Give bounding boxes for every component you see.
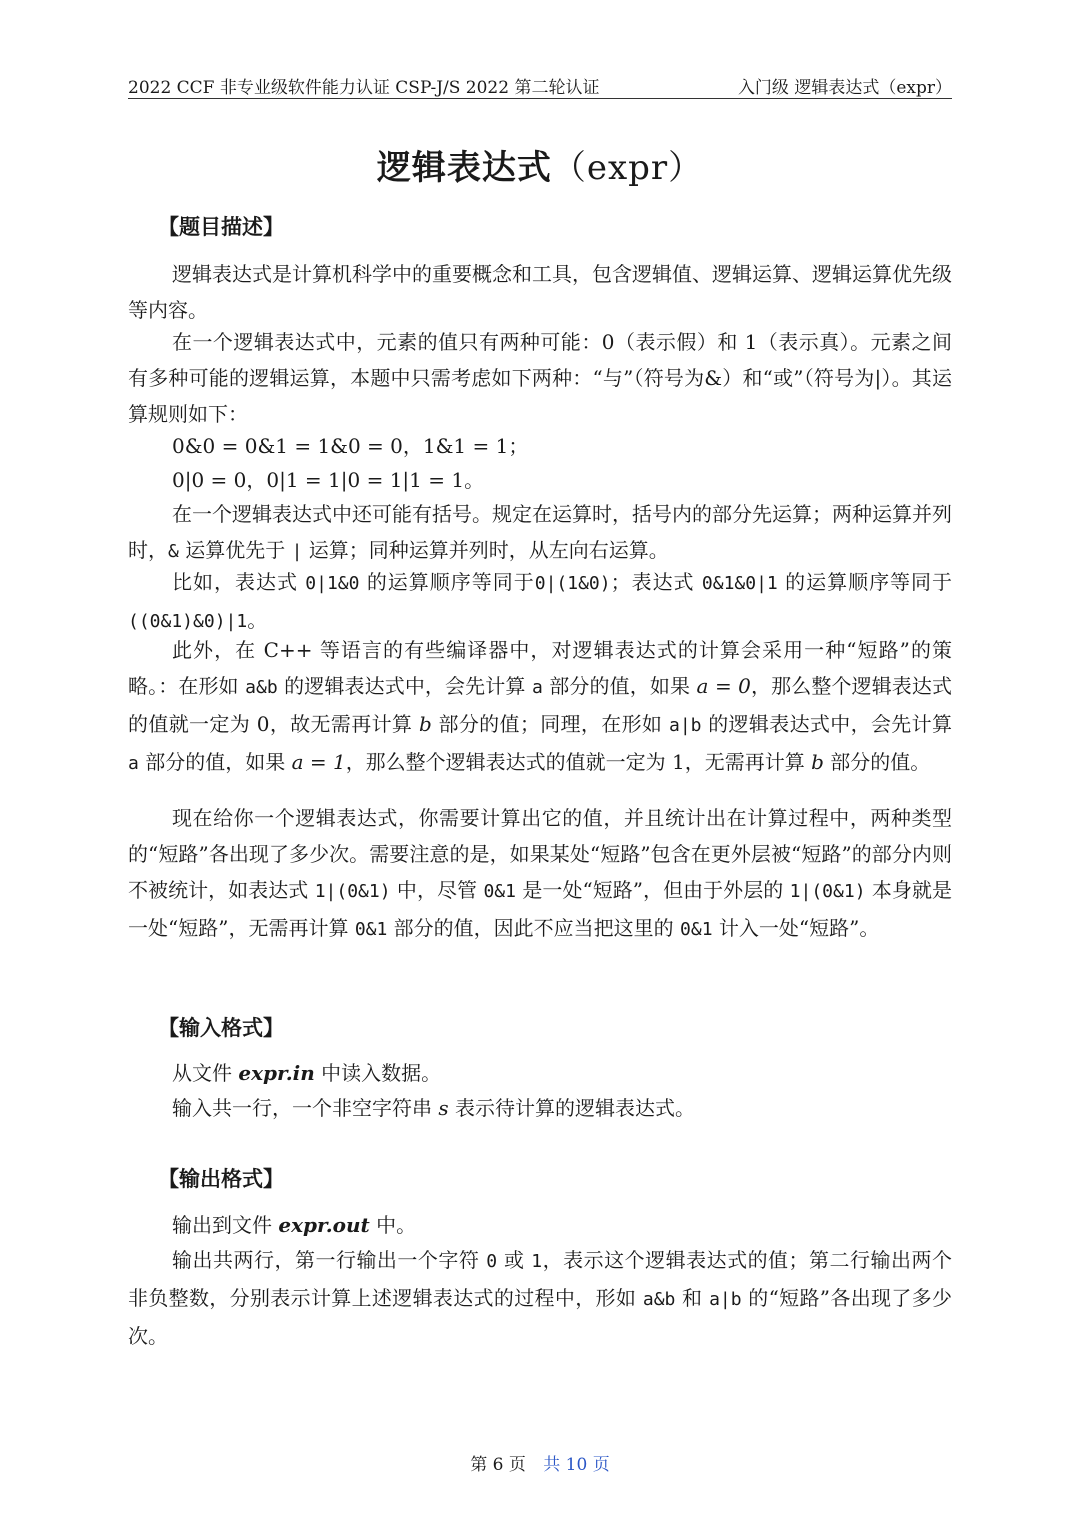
code: a&b [642,1289,676,1310]
text: 计入一处“短路”。 [712,916,880,940]
code: | [291,541,303,562]
text: 部分的值，因此不应当把这里的 [387,916,681,940]
text: 部分的值，如果 [138,750,292,774]
header-rule [128,98,952,99]
text: 中，尽管 [390,878,484,902]
code: a|b [668,715,702,736]
rule-and: 0&0 = 0&1 = 1&0 = 0，1&1 = 1； [172,434,529,458]
text: 比如，表达式 [172,570,306,594]
code: a&b [245,677,278,698]
math: s [438,1096,449,1120]
code: a [128,753,139,774]
text: 或 [497,1248,532,1272]
code: a|b [709,1289,742,1310]
text: 运算优先于 [178,538,292,562]
desc-paragraph-5 [128,632,952,782]
code: 1|(0&1) [789,881,866,902]
text: 输入共一行，一个非空字符串 [172,1096,439,1120]
code: 0&1&0|1 [701,573,778,594]
text: ，那么整个逻辑表达式的值就一定为 1，无需再计算 [345,750,812,774]
text: 部分的值。 [823,750,931,774]
input-line-1 [172,1055,441,1091]
file-name: expr.out [278,1213,370,1237]
text: 此外，在 C++ 等语言的有些编译器中，对逻辑表达式的计算会采用一种“短路”的策略。：在形如 [128,638,952,698]
page-footer [0,1450,1080,1475]
section-input: 【输入格式】 [158,1016,284,1040]
code: 1 [531,1251,543,1272]
output-line-1 [172,1207,416,1243]
code: 0&1 [680,919,713,940]
desc-paragraph-1: 逻辑表达式是计算机科学中的重要概念和工具，包含逻辑值、逻辑运算、逻辑运算优先级等内容。 [128,262,952,322]
page-title [0,140,1080,189]
code: 0|1&0 [305,573,360,594]
text: 输出到文件 [172,1213,279,1237]
section-description: 【题目描述】 [158,215,284,239]
title-cn: 逻辑表达式 [376,148,552,188]
text: 的运算顺序等同于 [777,570,953,594]
text: 从文件 [172,1061,239,1085]
text: 和 [675,1286,710,1310]
code: & [168,541,179,562]
text: 输出共两行，第一行输出一个字符 [172,1248,487,1272]
desc-paragraph-2: 在一个逻辑表达式中，元素的值只有两种可能：0（表示假）和 1（表示真）。元素之间有多种可能的逻辑运算，本题中只需考虑如下两种：“与”（符号为&）和“或”（符号为|）。其运算规则如下： [128,330,952,426]
text: ，表示这个逻辑表达式的值；第二行输出两个非负整数，分别表示计算上述逻辑表达式的过程中，形如 [128,1248,953,1310]
text: 本身就是一处“短路”，无需再计算 [128,878,953,940]
math: a = 0 [696,674,751,698]
text: 部分的值，如果 [542,674,697,698]
text: 是一处“短路”，但由于外层的 [515,878,790,902]
code: 0|(1&0) [534,573,611,594]
code: ((0&1)&0)|1 [128,611,248,632]
desc-paragraph-4 [128,564,952,640]
output-paragraph-2 [128,1242,952,1354]
text: 运算；同种运算并列时，从左向右运算。 [302,538,669,562]
header-right: 入门级 逻辑表达式（expr） [737,78,952,98]
code: 0&1 [354,919,388,940]
text: 部分的值；同理，在形如 [431,712,669,736]
title-en: （expr） [551,148,704,188]
math: b [811,750,824,774]
code: 0 [486,1251,498,1272]
file-name: expr.in [238,1061,315,1085]
text: ；表达式 [610,570,702,594]
page-number: 第 6 页 [470,1455,526,1475]
text: 。 [247,608,268,632]
section-output: 【输出格式】 [158,1167,284,1191]
text: 中。 [369,1213,417,1237]
text: 表示待计算的逻辑表达式。 [448,1096,695,1120]
text: 现在给你一个逻辑表达式，你需要计算出它的值，并且统计出在计算过程中，两种类型的“短路”各出现了多少次。需要注意的是，如果某处“短路”包含在更外层被“短路”的部分内则不被统计，如表达式 [128,806,952,902]
text: 中读入数据。 [314,1061,442,1085]
text: 的逻辑表达式中，会先计算 [277,674,532,698]
text: 的“短路”各出现了多少次。 [128,1286,952,1348]
rule-or: 0|0 = 0，0|1 = 1|0 = 1|1 = 1。 [172,468,485,492]
page-header [128,72,952,98]
text: 的运算顺序等同于 [359,570,535,594]
code: 0&1 [483,881,516,902]
page-total: 共 10 页 [543,1455,610,1475]
header-left: 2022 CCF 非专业级软件能力认证 CSP-J/S 2022 第二轮认证 [128,78,600,98]
math: a = 1 [291,750,346,774]
code: a [531,677,543,698]
input-line-2 [172,1090,695,1126]
desc-paragraph-6 [128,800,952,948]
desc-paragraph-3 [128,496,952,570]
math: b [418,712,432,736]
code: 1|(0&1) [314,881,391,902]
text: 的逻辑表达式中，会先计算 [701,712,952,736]
text: 在一个逻辑表达式中还可能有括号。规定在运算时，括号内的部分先运算；两种运算并列时， [128,502,952,562]
text: ，那么整个逻辑表达式的值就一定为 0，故无需再计算 [128,674,953,736]
